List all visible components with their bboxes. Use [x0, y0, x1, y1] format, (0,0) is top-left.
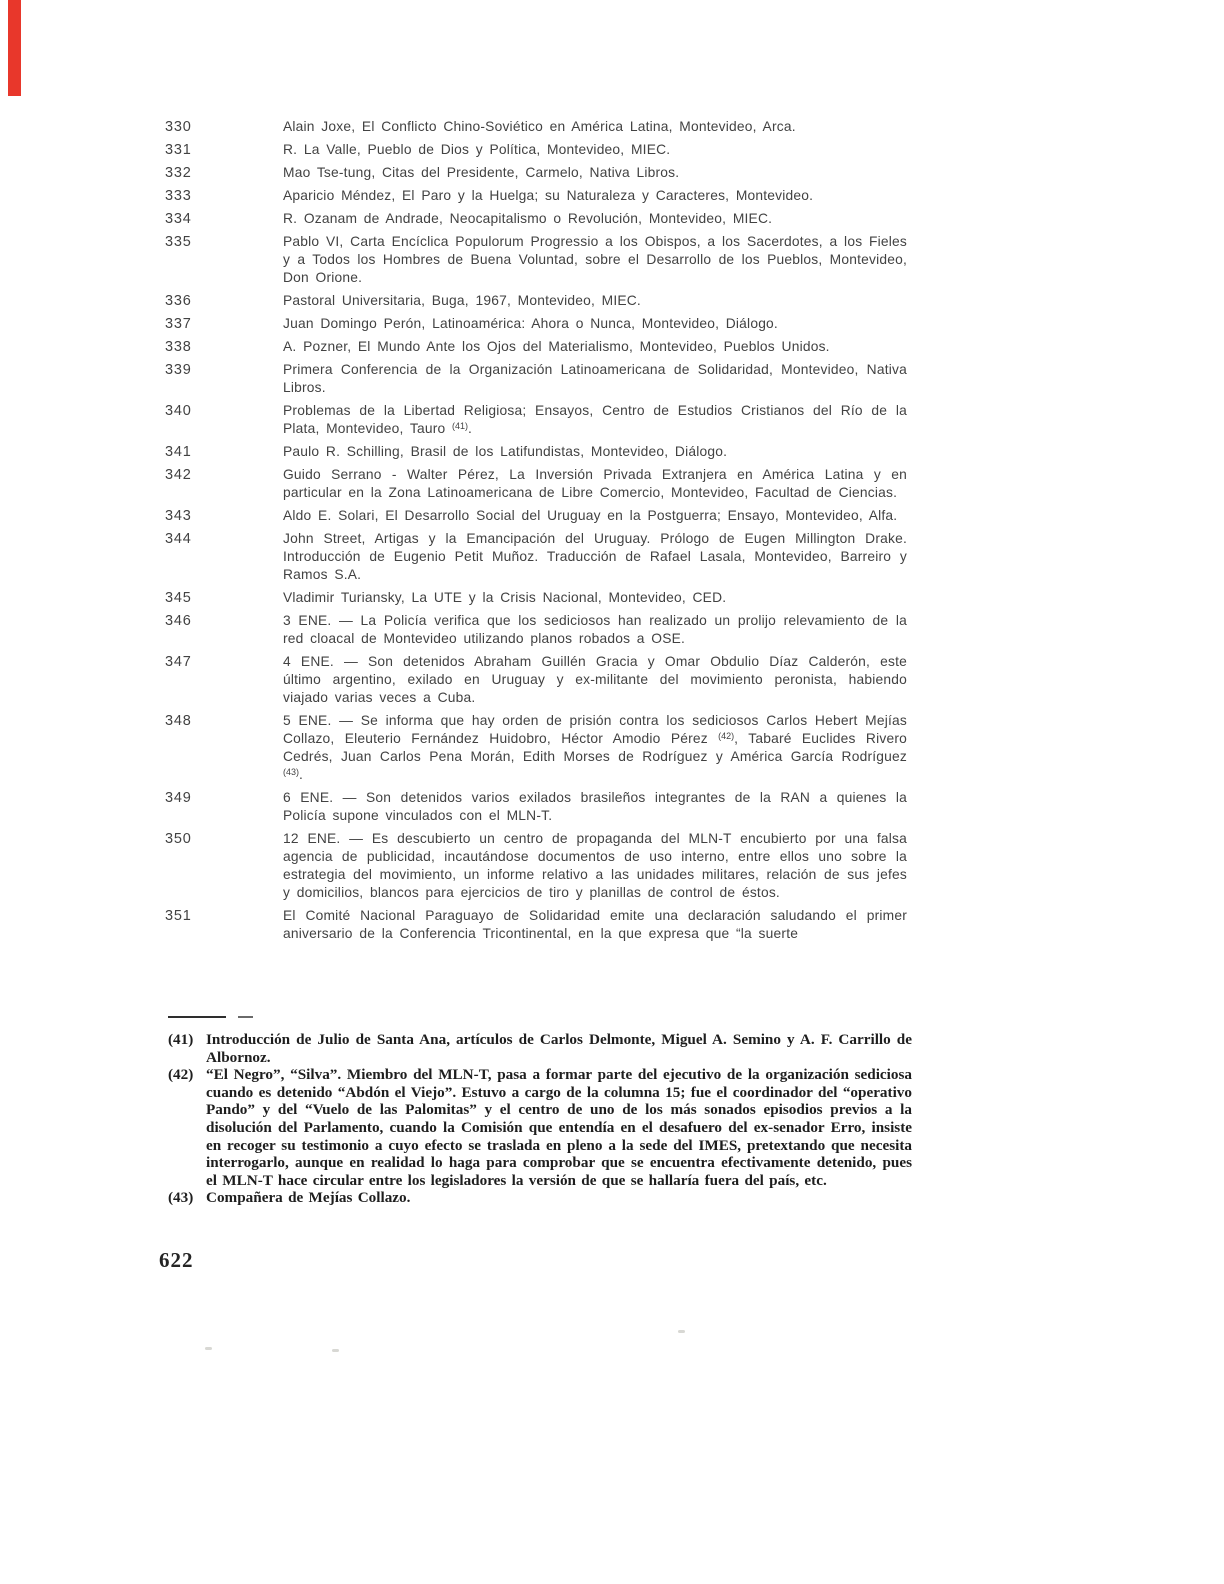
entry-number: 332	[165, 165, 192, 181]
entry-text: 3 ENE. — La Policía verifica que los sediciosos han realizado un prolijo relevamiento de la red cloacal de Montevideo utilizando planos robados a OSE.	[283, 613, 907, 646]
entry-text: R. La Valle, Pueblo de Dios y Política, Montevideo, MIEC.	[283, 142, 671, 157]
entry-number: 351	[165, 908, 192, 924]
entry-text: Primera Conferencia de la Organización Latinoamericana de Solidaridad, Montevideo, Nativa Libros.	[283, 362, 907, 395]
footnote	[168, 1189, 912, 1207]
footnote-separator-segment	[238, 1016, 253, 1018]
entry-row	[165, 612, 907, 648]
entry-row	[165, 530, 907, 584]
footnote-text: “El Negro”, “Silva”. Miembro del MLN-T, pasa a formar parte del ejecutivo de la organización sediciosa cuando es detenido “Abdón el Viejo”. Estuvo a cargo de la columna 15; fue el coordinador del “operativo Pando” y del “Vuelo de las Palomitas” y el centro de uno de los más sonados episodios previos a la disolución del Parlamento, cuando la Comisión que entendía en el desafuero del ex-senador Erro, insiste en recoger su testimonio a cuyo efecto se traslada en pleno a la sede del IMES, pretextando que necesita interrogarlo, aunque en realidad lo haga para comprobar que se encuentra efectivamente detenido, pues el MLN-T hace circular entre los legisladores la versión de que se hallaría fuera del país, etc.	[206, 1066, 912, 1189]
page-number: 622	[159, 1248, 194, 1272]
entry-number: 340	[165, 403, 192, 419]
entry-row	[165, 164, 907, 182]
entry-row	[165, 443, 907, 461]
entry-number: 336	[165, 293, 192, 309]
entry-text: Pablo VI, Carta Encíclica Populorum Progressio a los Obispos, a los Sacerdotes, a los Fieles y a Todos los Hombres de Buena Voluntad, sobre el Desarrollo de los Pueblos, Montevideo, Don Orione.	[283, 234, 907, 285]
entry-row	[165, 233, 907, 287]
footnote-separator	[168, 1016, 258, 1019]
entry-text: Aparicio Méndez, El Paro y la Huelga; su Naturaleza y Caracteres, Montevideo.	[283, 188, 814, 203]
footnote	[168, 1066, 912, 1189]
entry-row	[165, 712, 907, 784]
entry-number: 344	[165, 531, 192, 547]
entry-text: Guido Serrano - Walter Pérez, La Inversión Privada Extranjera en América Latina y en particular en la Zona Latinoamericana de Libre Comercio, Montevideo, Facultad de Ciencias.	[283, 467, 907, 500]
entry-text: Juan Domingo Perón, Latinoamérica: Ahora o Nunca, Montevideo, Diálogo.	[283, 316, 778, 331]
entry-text: 6 ENE. — Son detenidos varios exilados brasileños integrantes de la RAN a quienes la Policía supone vinculados con el MLN-T.	[283, 790, 907, 823]
entry-number: 331	[165, 142, 192, 158]
footnote-number: (42)	[168, 1066, 194, 1084]
entry-number: 339	[165, 362, 192, 378]
scan-speck	[205, 1347, 212, 1350]
entry-row	[165, 141, 907, 159]
footnote-number: (41)	[168, 1031, 194, 1048]
entry-text: Vladimir Turiansky, La UTE y la Crisis Nacional, Montevideo, CED.	[283, 590, 727, 605]
entry-text: Mao Tse-tung, Citas del Presidente, Carmelo, Nativa Libros.	[283, 165, 680, 180]
entry-row	[165, 315, 907, 333]
entry-number: 346	[165, 613, 192, 629]
entry-row	[165, 589, 907, 607]
entry-number: 343	[165, 508, 192, 524]
footnote-list	[168, 1031, 912, 1207]
entry-row	[165, 210, 907, 228]
entry-text: 4 ENE. — Son detenidos Abraham Guillén Gracia y Omar Obdulio Díaz Calderón, este último argentino, exilado en Uruguay y ex-militante del movimiento peronista, habiendo viajado varias veces a Cuba.	[283, 654, 907, 705]
entry-row	[165, 118, 907, 136]
entry-text: El Comité Nacional Paraguayo de Solidaridad emite una declaración saludando el primer aniversario de la Conferencia Tricontinental, en la que expresa que “la suerte	[283, 908, 907, 941]
entry-row	[165, 907, 907, 943]
entry-row	[165, 507, 907, 525]
entry-row	[165, 187, 907, 205]
entry-number: 349	[165, 790, 192, 806]
entry-text: Problemas de la Libertad Religiosa; Ensayos, Centro de Estudios Cristianos del Río de la Plata, Montevideo, Tauro $^{(41)}$.	[283, 403, 907, 436]
entry-number: 337	[165, 316, 192, 332]
entry-text: Paulo R. Schilling, Brasil de los Latifundistas, Montevideo, Diálogo.	[283, 444, 728, 459]
entry-text: 12 ENE. — Es descubierto un centro de propaganda del MLN-T encubierto por una falsa agencia de publicidad, incautándose documentos de uso interno, entre ellos uno sobre la estrategia del movimiento, un informe relativo a las unidades militares, relación de sus jefes y domicilios, blancos para ejercicios de tiro y planillas de control de éstos.	[283, 831, 907, 900]
entry-text: 5 ENE. — Se informa que hay orden de prisión contra los sediciosos Carlos Hebert Mejías Collazo, Eleuterio Fernández Huidobro, Héctor Amodio Pérez $^{(42)}$, Tabaré Euclides Rivero Cedrés, Juan Carlos Pena Morán, Edith Morses de Rodríguez y América García Rodríguez $^{(43)}$.	[283, 713, 908, 782]
footnote-text: Compañera de Mejías Collazo.	[206, 1189, 411, 1207]
entry-number: 345	[165, 590, 192, 606]
entry-number: 348	[165, 713, 192, 729]
entry-number: 350	[165, 831, 192, 847]
entry-list	[165, 118, 907, 948]
footnote	[168, 1031, 912, 1066]
entry-number: 347	[165, 654, 192, 670]
entry-number: 341	[165, 444, 192, 460]
entry-row	[165, 292, 907, 310]
entry-text: John Street, Artigas y la Emancipación del Uruguay. Prólogo de Eugen Millington Drake. Introducción de Eugenio Petit Muñoz. Traducción de Rafael Lasala, Montevideo, Barreiro y Ramos S.A.	[283, 531, 907, 582]
entry-text: Aldo E. Solari, El Desarrollo Social del Uruguay en la Postguerra; Ensayo, Montevideo, Alfa.	[283, 508, 898, 523]
entry-text: R. Ozanam de Andrade, Neocapitalismo o Revolución, Montevideo, MIEC.	[283, 211, 773, 226]
entry-row	[165, 466, 907, 502]
entry-text: Alain Joxe, El Conflicto Chino-Soviético en América Latina, Montevideo, Arca.	[283, 119, 796, 134]
entry-row	[165, 789, 907, 825]
entry-number: 334	[165, 211, 192, 227]
entry-number: 333	[165, 188, 192, 204]
footnote-number: (43)	[168, 1189, 194, 1207]
entry-number: 330	[165, 119, 192, 135]
entry-row	[165, 338, 907, 356]
scan-speck	[332, 1349, 339, 1352]
entry-number: 342	[165, 467, 192, 483]
entry-row	[165, 830, 907, 902]
entry-row	[165, 653, 907, 707]
entry-number: 335	[165, 234, 192, 250]
entry-text: Pastoral Universitaria, Buga, 1967, Montevideo, MIEC.	[283, 293, 641, 308]
entry-number: 338	[165, 339, 192, 355]
red-margin-mark	[8, 0, 21, 96]
entry-row	[165, 361, 907, 397]
entry-text: A. Pozner, El Mundo Ante los Ojos del Materialismo, Montevideo, Pueblos Unidos.	[283, 339, 830, 354]
entry-row	[165, 402, 907, 438]
scan-speck	[678, 1330, 685, 1333]
footnote-text: Introducción de Julio de Santa Ana, artículos de Carlos Delmonte, Miguel A. Semino y A. F. Carrillo de Albornoz.	[206, 1031, 912, 1066]
footnote-separator-segment	[168, 1016, 226, 1018]
